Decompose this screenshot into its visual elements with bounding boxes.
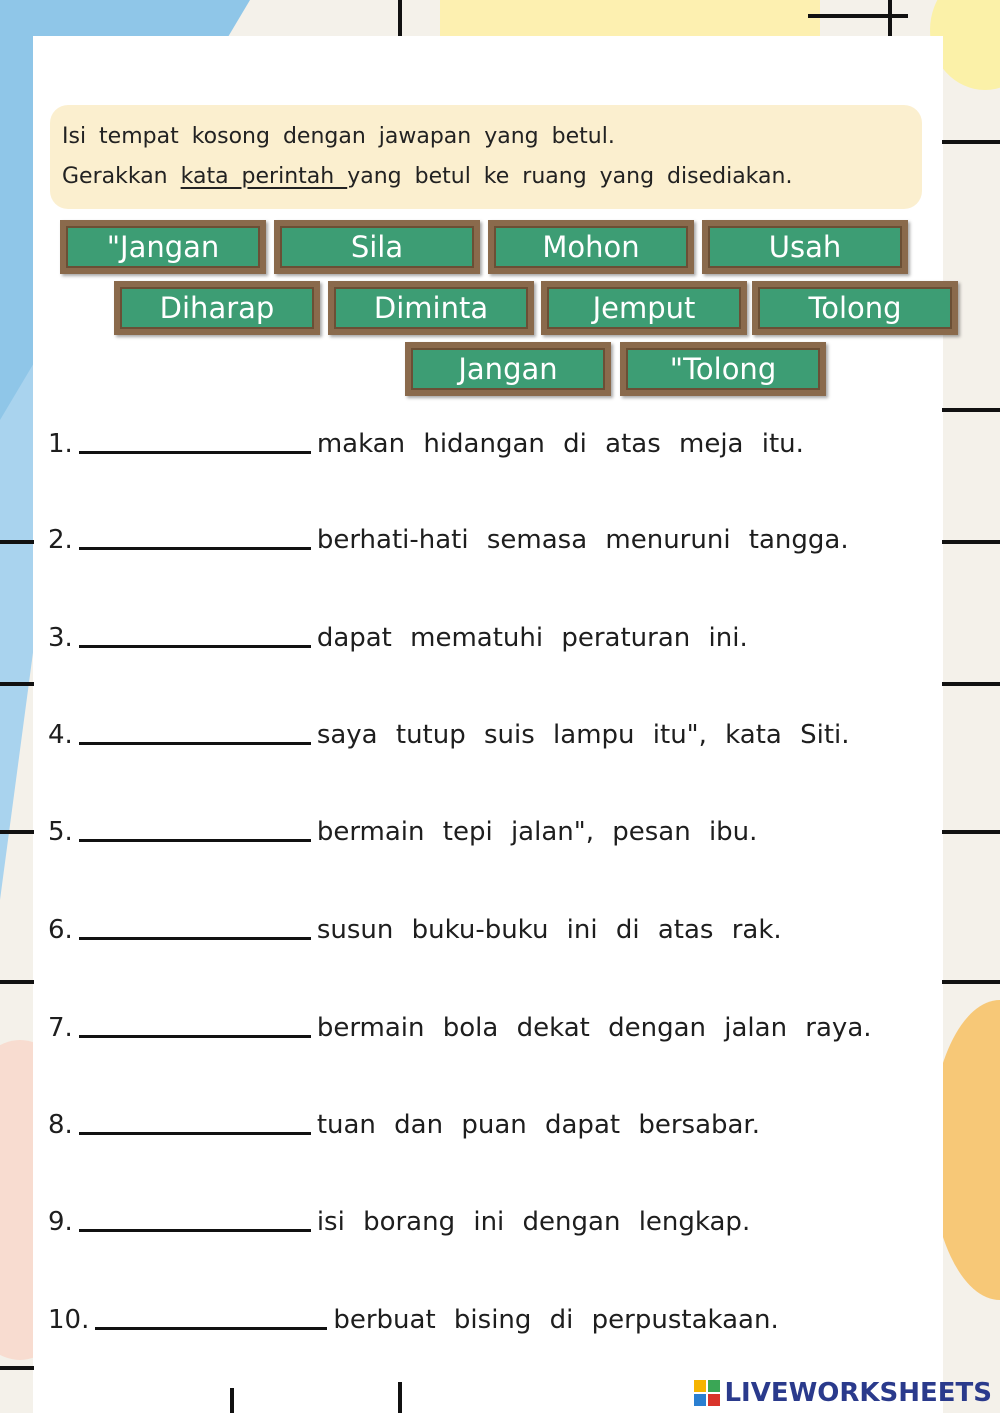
margin-tick [0,1366,34,1370]
word-tile[interactable]: Jemput [541,281,747,335]
margin-tick [942,980,1000,984]
question-row [48,520,849,560]
answer-drop-zone[interactable] [79,520,311,550]
word-tile[interactable]: Diharap [114,281,320,335]
question-row [48,910,782,950]
answer-drop-zone[interactable] [79,618,311,648]
question-row [48,1105,760,1145]
liveworksheets-logo-icon [694,1380,720,1406]
margin-tick [230,1388,234,1413]
question-number: 5. [48,817,73,847]
question-text: bermain bola dekat dengan jalan raya. [316,1013,872,1043]
answer-drop-zone[interactable] [95,1300,327,1330]
question-row [48,618,748,658]
instruction-underlined-term: kata perintah [180,164,348,189]
margin-tick [942,682,1000,686]
margin-tick [0,540,34,544]
margin-tick [942,140,1000,144]
word-tile[interactable]: Diminta [328,281,534,335]
instruction-line-1: Isi tempat kosong dengan jawapan yang betul. [62,124,615,149]
question-text: susun buku-buku ini di atas rak. [316,915,782,945]
liveworksheets-logo [694,1378,992,1408]
margin-tick [0,682,34,686]
word-tile[interactable]: "Jangan [60,220,266,274]
answer-drop-zone[interactable] [79,1008,311,1038]
word-tile[interactable]: Usah [702,220,908,274]
answer-drop-zone[interactable] [79,424,311,454]
margin-tick [398,0,402,36]
margin-tick [888,0,892,36]
word-tile[interactable]: Mohon [488,220,694,274]
question-row [48,812,757,852]
answer-drop-zone[interactable] [79,1202,311,1232]
margin-tick [0,830,34,834]
answer-drop-zone[interactable] [79,910,311,940]
answer-drop-zone[interactable] [79,1105,311,1135]
question-text: berbuat bising di perpustakaan. [333,1305,779,1335]
question-number: 2. [48,525,73,555]
question-number: 8. [48,1110,73,1140]
margin-tick [942,408,1000,412]
instruction-text: Gerakkan [62,164,181,189]
instruction-text: yang betul ke ruang yang disediakan. [347,164,793,189]
question-number: 3. [48,623,73,653]
question-row [48,1300,779,1340]
instruction-line-2 [62,157,910,197]
question-number: 4. [48,720,73,750]
question-text: dapat mematuhi peraturan ini. [316,623,748,653]
question-text: isi borang ini dengan lengkap. [316,1207,751,1237]
question-text: tuan dan puan dapat bersabar. [316,1110,761,1140]
question-text: saya tutup suis lampu itu", kata Siti. [316,720,850,750]
question-row [48,715,850,755]
margin-tick [942,830,1000,834]
word-tile[interactable]: Sila [274,220,480,274]
background-shape-yellow [440,0,820,40]
margin-tick [0,980,34,984]
question-number: 9. [48,1207,73,1237]
word-tile[interactable]: Jangan [405,342,611,396]
word-tile[interactable]: Tolong [752,281,958,335]
question-row [48,424,804,464]
instructions-box [50,105,922,209]
margin-tick [942,540,1000,544]
question-row [48,1008,872,1048]
question-text: bermain tepi jalan", pesan ibu. [316,817,758,847]
question-number: 6. [48,915,73,945]
question-number: 7. [48,1013,73,1043]
question-text: makan hidangan di atas meja itu. [316,429,804,459]
margin-tick [808,14,908,18]
brand-text: LIVEWORKSHEETS [724,1378,992,1408]
answer-drop-zone[interactable] [79,812,311,842]
answer-drop-zone[interactable] [79,715,311,745]
margin-tick [398,1382,402,1413]
question-row [48,1202,750,1242]
word-tile[interactable]: "Tolong [620,342,826,396]
question-number: 10. [48,1305,90,1335]
question-text: berhati-hati semasa menuruni tangga. [316,525,849,555]
question-number: 1. [48,429,73,459]
